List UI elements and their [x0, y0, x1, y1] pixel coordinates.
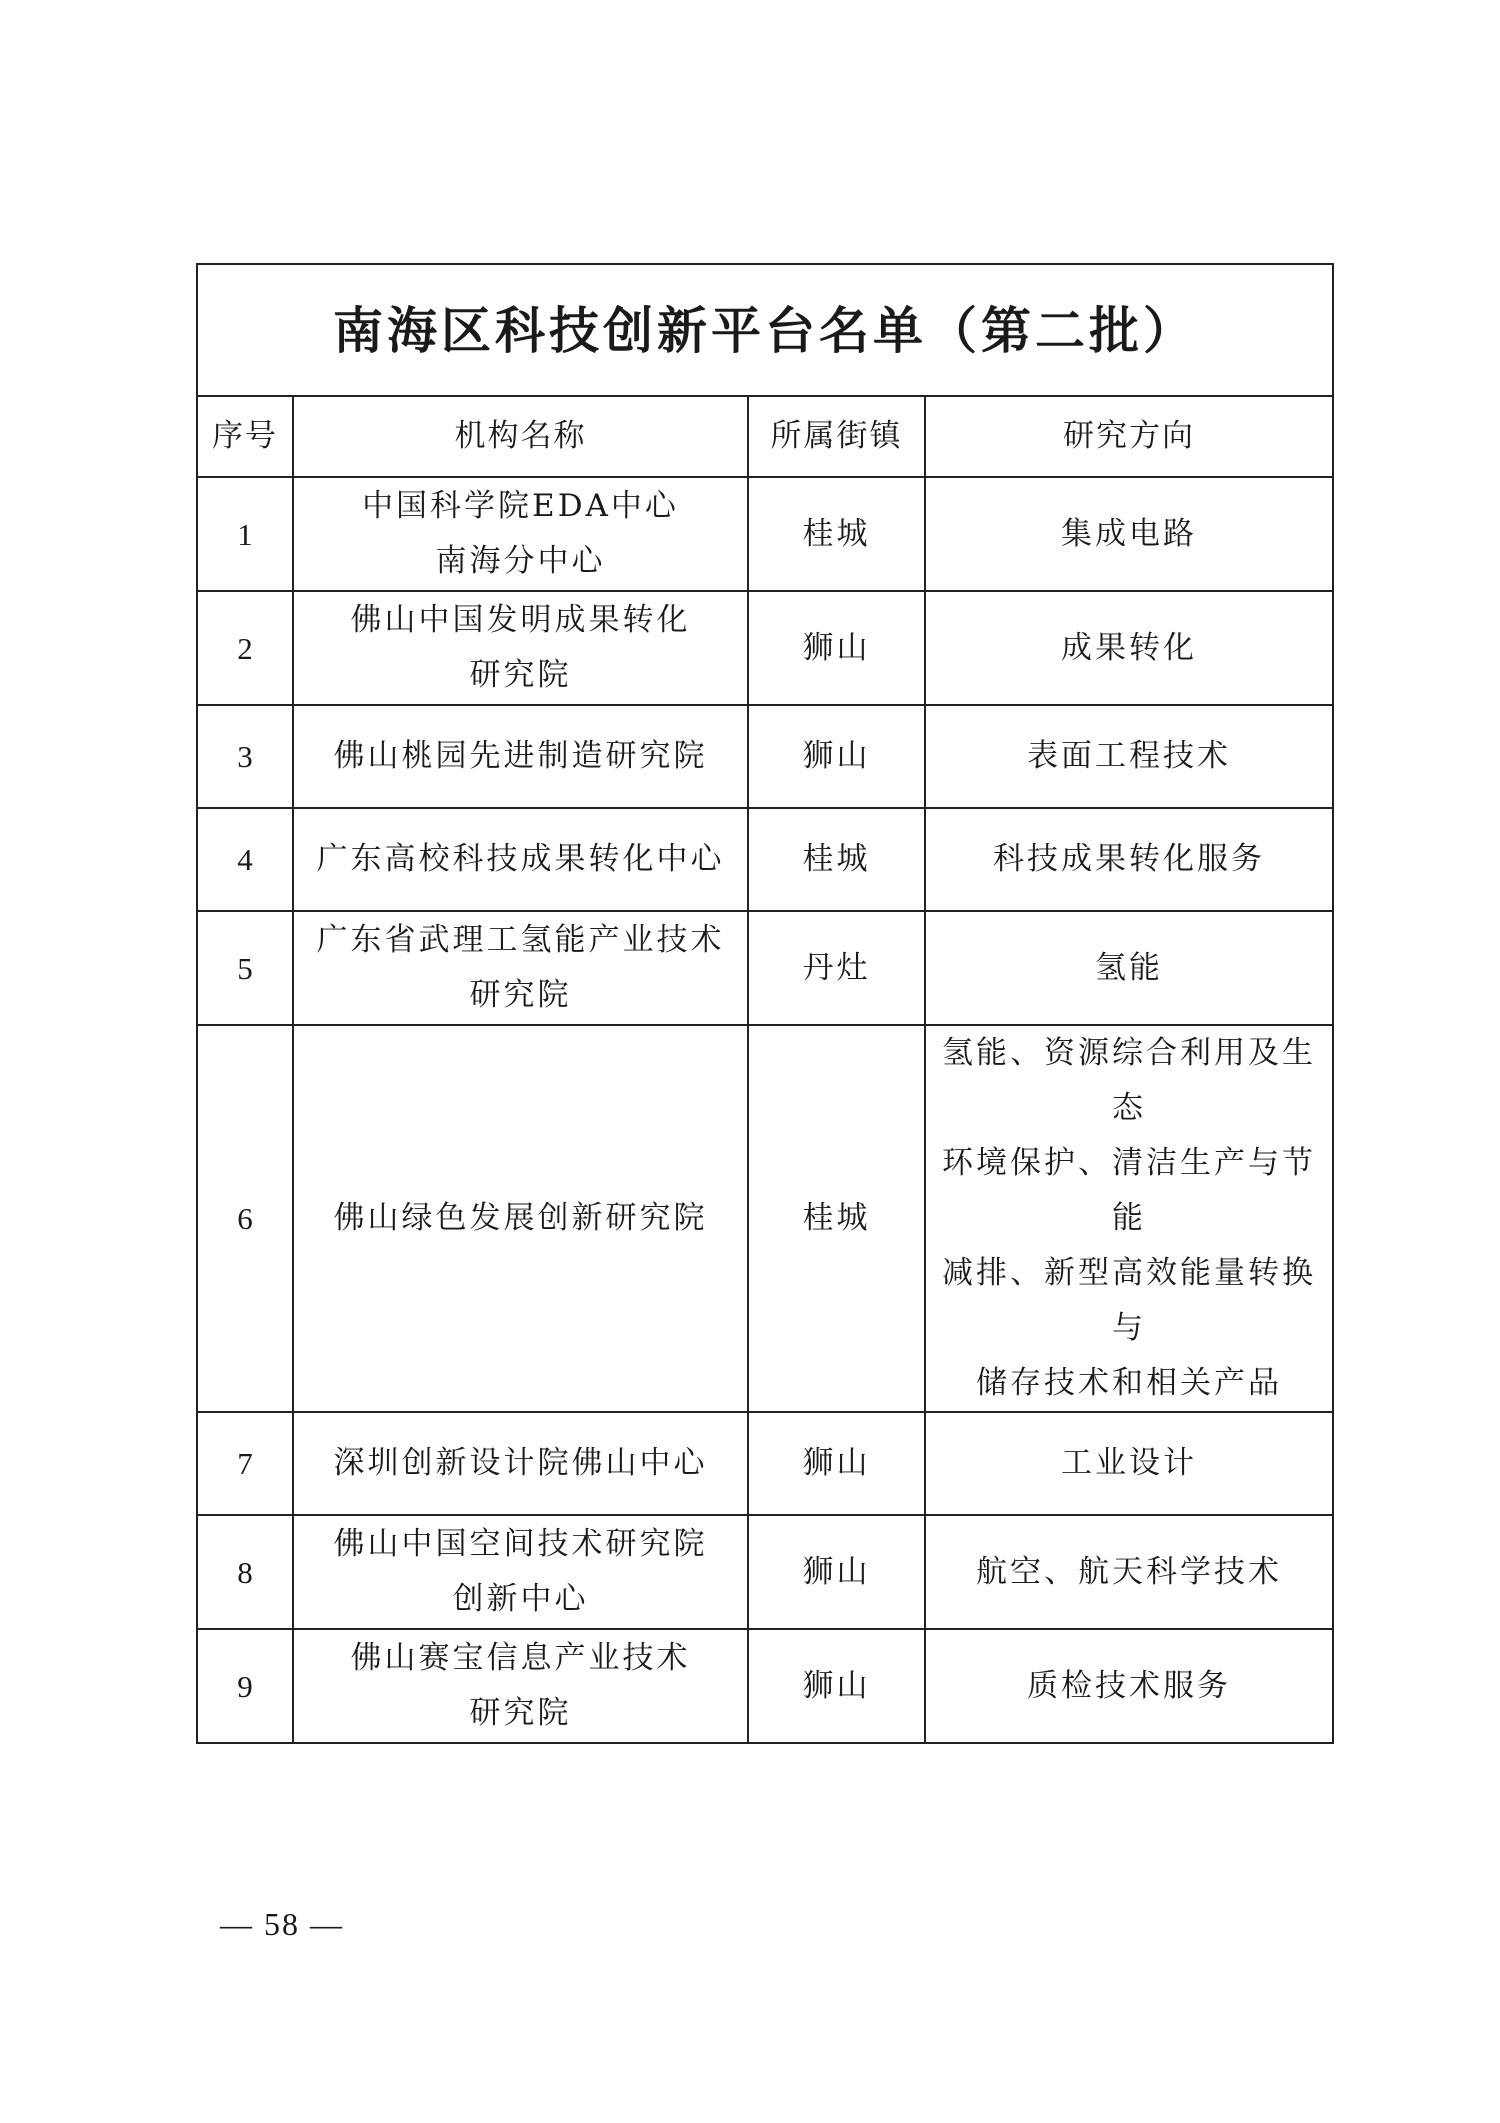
row-index: 5	[197, 911, 293, 1025]
research-direction	[925, 1515, 1333, 1629]
street-town: 狮山	[748, 591, 925, 705]
street-town: 桂城	[748, 477, 925, 591]
institution-name	[293, 911, 748, 1025]
direction-line: 储存技术和相关产品	[976, 1365, 1282, 1401]
name-line: 佛山桃园先进制造研究院	[333, 738, 708, 774]
table-row	[197, 1629, 1333, 1743]
research-direction	[925, 477, 1333, 591]
platform-list-table	[196, 263, 1334, 1744]
table-row	[197, 591, 1333, 705]
name-line: 佛山中国发明成果转化	[350, 602, 691, 638]
table-row	[197, 705, 1333, 808]
institution-name	[293, 705, 748, 808]
institution-name	[293, 477, 748, 591]
table-row	[197, 911, 1333, 1025]
header-street: 所属街镇	[748, 396, 925, 477]
street-town: 丹灶	[748, 911, 925, 1025]
street-town: 桂城	[748, 1025, 925, 1412]
name-line: 广东高校科技成果转化中心	[316, 841, 725, 877]
header-direction: 研究方向	[925, 396, 1333, 477]
research-direction	[925, 911, 1333, 1025]
name-line: 南海分中心	[435, 543, 606, 579]
direction-line: 氢能、资源综合利用及生态	[942, 1035, 1316, 1126]
institution-name	[293, 1412, 748, 1515]
title-row	[197, 264, 1333, 396]
table-row	[197, 808, 1333, 911]
table-row	[197, 1515, 1333, 1629]
header-index: 序号	[197, 396, 293, 477]
research-direction	[925, 1629, 1333, 1743]
name-line: 研究院	[469, 1695, 572, 1731]
page-number: — 58 —	[220, 1906, 344, 1942]
direction-line: 表面工程技术	[1027, 738, 1231, 774]
direction-line: 成果转化	[1061, 629, 1197, 666]
direction-line: 工业设计	[1061, 1445, 1197, 1481]
row-index: 3	[197, 705, 293, 808]
research-direction	[925, 808, 1333, 911]
header-row	[197, 396, 1333, 477]
name-line: 深圳创新设计院佛山中心	[333, 1445, 708, 1481]
street-town: 狮山	[748, 705, 925, 808]
name-line: 佛山中国空间技术研究院	[333, 1526, 708, 1562]
research-direction	[925, 705, 1333, 808]
research-direction	[925, 591, 1333, 705]
name-line: 研究院	[469, 657, 572, 693]
street-town: 狮山	[748, 1412, 925, 1515]
row-index: 4	[197, 808, 293, 911]
direction-line: 集成电路	[1061, 515, 1197, 552]
name-line: 创新中心	[452, 1581, 589, 1617]
direction-line: 环境保护、清洁生产与节能	[942, 1145, 1316, 1236]
institution-name	[293, 1515, 748, 1629]
street-town: 桂城	[748, 808, 925, 911]
table-title: 南海区科技创新平台名单（第二批）	[197, 264, 1333, 396]
row-index: 8	[197, 1515, 293, 1629]
street-town: 狮山	[748, 1629, 925, 1743]
name-line: 中国科学院EDA中心	[362, 488, 679, 524]
direction-line: 氢能	[1095, 949, 1163, 986]
direction-line: 减排、新型高效能量转换与	[942, 1255, 1316, 1346]
institution-name	[293, 1629, 748, 1743]
institution-name	[293, 591, 748, 705]
direction-line: 质检技术服务	[1027, 1667, 1231, 1704]
street-town: 狮山	[748, 1515, 925, 1629]
research-direction	[925, 1025, 1333, 1412]
direction-line: 航空、航天科学技术	[976, 1553, 1282, 1590]
row-index: 2	[197, 591, 293, 705]
name-line: 广东省武理工氢能产业技术	[316, 922, 725, 958]
name-line: 佛山赛宝信息产业技术	[350, 1640, 691, 1676]
direction-line: 科技成果转化服务	[993, 841, 1265, 877]
name-line: 研究院	[469, 977, 572, 1013]
research-direction	[925, 1412, 1333, 1515]
header-name: 机构名称	[293, 396, 748, 477]
table-row	[197, 1025, 1333, 1412]
row-index: 1	[197, 477, 293, 591]
table-row	[197, 1412, 1333, 1515]
name-line: 佛山绿色发展创新研究院	[333, 1200, 708, 1236]
row-index: 6	[197, 1025, 293, 1412]
institution-name	[293, 808, 748, 911]
row-index: 9	[197, 1629, 293, 1743]
row-index: 7	[197, 1412, 293, 1515]
institution-name	[293, 1025, 748, 1412]
table-row	[197, 477, 1333, 591]
